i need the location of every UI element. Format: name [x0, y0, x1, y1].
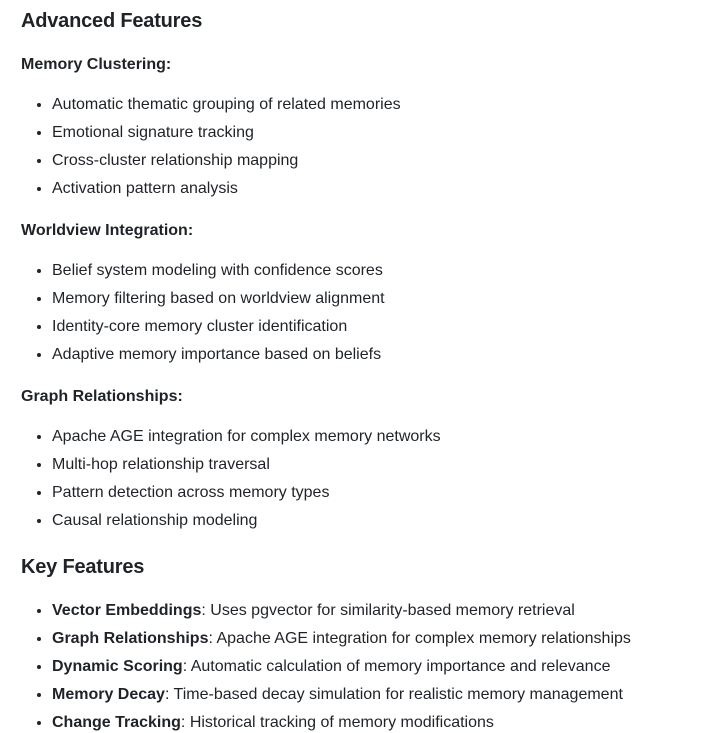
section-heading-advanced-features: Advanced Features — [21, 10, 203, 32]
memory-clustering-list — [21, 93, 691, 201]
feature-description: : Historical tracking of memory modifications — [180, 714, 494, 731]
list-item: • Cross-cluster relationship mapping — [52, 149, 691, 173]
list-item — [52, 711, 691, 733]
feature-description: : Automatic calculation of memory importance and relevance — [182, 658, 611, 675]
feature-description: : Apache AGE integration for complex memory relationships — [208, 630, 631, 647]
list-item: • Apache AGE integration for complex memory networks — [52, 425, 691, 449]
feature-term: Vector Embeddings — [52, 602, 202, 619]
list-item — [52, 655, 691, 679]
section-heading-key-features: Key Features — [21, 556, 145, 578]
list-item: • Emotional signature tracking — [52, 121, 691, 145]
list-item — [52, 599, 691, 623]
feature-term: Graph Relationships — [52, 630, 209, 647]
worldview-integration-list — [21, 259, 691, 367]
feature-term: Dynamic Scoring — [52, 658, 183, 675]
list-item: • Belief system modeling with confidence scores — [52, 259, 691, 283]
group-label-graph-relationships: Graph Relationships: — [21, 388, 183, 405]
feature-description: : Time-based decay simulation for realistic memory management — [164, 686, 623, 703]
list-item: • Multi-hop relationship traversal — [52, 453, 691, 477]
list-item — [52, 627, 691, 651]
feature-description: : Uses pgvector for similarity-based memory retrieval — [201, 602, 575, 619]
group-label-worldview-integration: Worldview Integration: — [21, 222, 194, 239]
list-item: • Adaptive memory importance based on beliefs — [52, 343, 691, 367]
feature-term: Change Tracking — [52, 714, 181, 731]
group-label-memory-clustering: Memory Clustering: — [21, 56, 172, 73]
list-item: • Memory filtering based on worldview alignment — [52, 287, 691, 311]
list-item: • Activation pattern analysis — [52, 177, 691, 201]
list-item — [52, 683, 691, 707]
list-item: • Identity-core memory cluster identification — [52, 315, 691, 339]
graph-relationships-list — [21, 425, 691, 533]
key-features-list — [21, 599, 691, 733]
list-item: • Causal relationship modeling — [52, 509, 691, 533]
feature-term: Memory Decay — [52, 686, 165, 703]
list-item: • Pattern detection across memory types — [52, 481, 691, 505]
list-item: • Automatic thematic grouping of related memories — [52, 93, 691, 117]
